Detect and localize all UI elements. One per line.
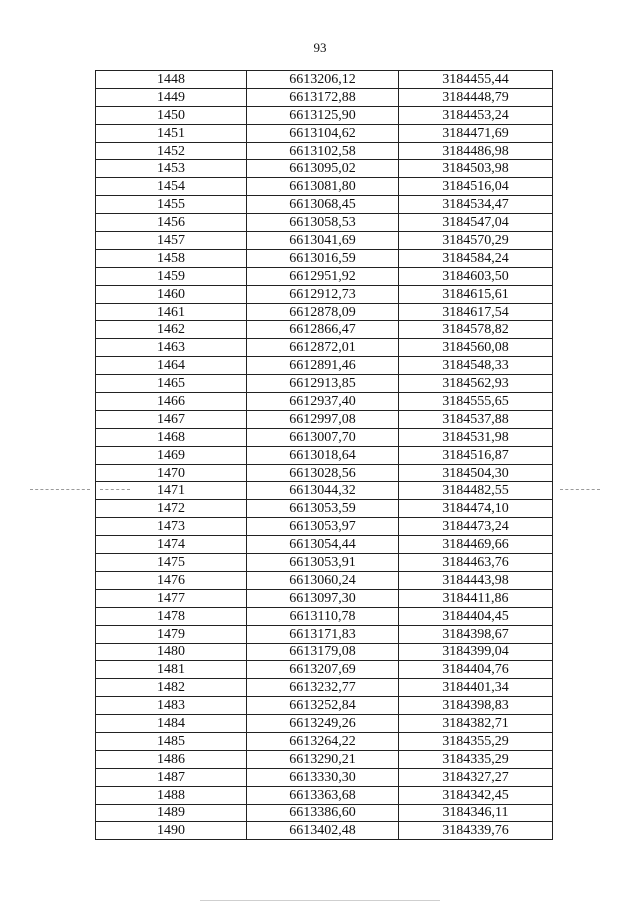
table-row xyxy=(96,571,553,589)
x-coordinate-cell: 6613290,21 xyxy=(247,750,399,768)
table-row xyxy=(96,71,553,89)
table-row xyxy=(96,214,553,232)
point-number-cell: 1462 xyxy=(96,321,247,339)
x-coordinate-cell: 6613007,70 xyxy=(247,428,399,446)
x-coordinate-cell: 6613104,62 xyxy=(247,124,399,142)
table-row xyxy=(96,661,553,679)
x-coordinate-cell: 6613058,53 xyxy=(247,214,399,232)
point-number-cell: 1482 xyxy=(96,679,247,697)
table-row xyxy=(96,518,553,536)
point-number-cell: 1467 xyxy=(96,410,247,428)
table-row xyxy=(96,482,553,500)
y-coordinate-cell: 3184463,76 xyxy=(399,554,553,572)
scan-artifact-line xyxy=(200,900,440,901)
y-coordinate-cell: 3184473,24 xyxy=(399,518,553,536)
table-row xyxy=(96,124,553,142)
point-number-cell: 1466 xyxy=(96,393,247,411)
x-coordinate-cell: 6613053,91 xyxy=(247,554,399,572)
x-coordinate-cell: 6613044,32 xyxy=(247,482,399,500)
x-coordinate-cell: 6613041,69 xyxy=(247,232,399,250)
point-number-cell: 1475 xyxy=(96,554,247,572)
table-row xyxy=(96,750,553,768)
y-coordinate-cell: 3184398,67 xyxy=(399,625,553,643)
y-coordinate-cell: 3184516,04 xyxy=(399,178,553,196)
point-number-cell: 1464 xyxy=(96,357,247,375)
x-coordinate-cell: 6613172,88 xyxy=(247,88,399,106)
y-coordinate-cell: 3184504,30 xyxy=(399,464,553,482)
table-row xyxy=(96,267,553,285)
y-coordinate-cell: 3184471,69 xyxy=(399,124,553,142)
table-row xyxy=(96,196,553,214)
table-row xyxy=(96,822,553,840)
table-row xyxy=(96,715,553,733)
point-number-cell: 1458 xyxy=(96,249,247,267)
x-coordinate-cell: 6613053,97 xyxy=(247,518,399,536)
y-coordinate-cell: 3184398,83 xyxy=(399,697,553,715)
x-coordinate-cell: 6612937,40 xyxy=(247,393,399,411)
x-coordinate-cell: 6613249,26 xyxy=(247,715,399,733)
point-number-cell: 1453 xyxy=(96,160,247,178)
table-row xyxy=(96,589,553,607)
page-number: 93 xyxy=(313,40,327,55)
coordinates-table xyxy=(95,70,553,840)
point-number-cell: 1480 xyxy=(96,643,247,661)
point-number-cell: 1454 xyxy=(96,178,247,196)
y-coordinate-cell: 3184534,47 xyxy=(399,196,553,214)
y-coordinate-cell: 3184555,65 xyxy=(399,393,553,411)
point-number-cell: 1448 xyxy=(96,71,247,89)
table-row xyxy=(96,500,553,518)
x-coordinate-cell: 6613016,59 xyxy=(247,249,399,267)
table-row xyxy=(96,786,553,804)
table-row xyxy=(96,697,553,715)
y-coordinate-cell: 3184339,76 xyxy=(399,822,553,840)
x-coordinate-cell: 6613206,12 xyxy=(247,71,399,89)
y-coordinate-cell: 3184531,98 xyxy=(399,428,553,446)
point-number-cell: 1479 xyxy=(96,625,247,643)
table-row xyxy=(96,160,553,178)
x-coordinate-cell: 6613402,48 xyxy=(247,822,399,840)
x-coordinate-cell: 6612891,46 xyxy=(247,357,399,375)
x-coordinate-cell: 6613068,45 xyxy=(247,196,399,214)
point-number-cell: 1473 xyxy=(96,518,247,536)
x-coordinate-cell: 6613028,56 xyxy=(247,464,399,482)
point-number-cell: 1460 xyxy=(96,285,247,303)
y-coordinate-cell: 3184382,71 xyxy=(399,715,553,733)
table-row xyxy=(96,732,553,750)
point-number-cell: 1463 xyxy=(96,339,247,357)
table-row xyxy=(96,249,553,267)
y-coordinate-cell: 3184486,98 xyxy=(399,142,553,160)
y-coordinate-cell: 3184342,45 xyxy=(399,786,553,804)
point-number-cell: 1449 xyxy=(96,88,247,106)
x-coordinate-cell: 6613054,44 xyxy=(247,536,399,554)
point-number-cell: 1459 xyxy=(96,267,247,285)
y-coordinate-cell: 3184570,29 xyxy=(399,232,553,250)
table-row xyxy=(96,357,553,375)
y-coordinate-cell: 3184346,11 xyxy=(399,804,553,822)
y-coordinate-cell: 3184469,66 xyxy=(399,536,553,554)
point-number-cell: 1470 xyxy=(96,464,247,482)
x-coordinate-cell: 6613110,78 xyxy=(247,607,399,625)
point-number-cell: 1452 xyxy=(96,142,247,160)
x-coordinate-cell: 6612913,85 xyxy=(247,375,399,393)
coordinates-table-body xyxy=(96,71,553,840)
y-coordinate-cell: 3184355,29 xyxy=(399,732,553,750)
table-row xyxy=(96,554,553,572)
point-number-cell: 1456 xyxy=(96,214,247,232)
table-row xyxy=(96,464,553,482)
point-number-cell: 1488 xyxy=(96,786,247,804)
point-number-cell: 1468 xyxy=(96,428,247,446)
y-coordinate-cell: 3184548,33 xyxy=(399,357,553,375)
x-coordinate-cell: 6613095,02 xyxy=(247,160,399,178)
point-number-cell: 1474 xyxy=(96,536,247,554)
y-coordinate-cell: 3184401,34 xyxy=(399,679,553,697)
x-coordinate-cell: 6613264,22 xyxy=(247,732,399,750)
y-coordinate-cell: 3184562,93 xyxy=(399,375,553,393)
point-number-cell: 1461 xyxy=(96,303,247,321)
table-row xyxy=(96,393,553,411)
y-coordinate-cell: 3184327,27 xyxy=(399,768,553,786)
y-coordinate-cell: 3184617,54 xyxy=(399,303,553,321)
y-coordinate-cell: 3184453,24 xyxy=(399,106,553,124)
table-row xyxy=(96,625,553,643)
x-coordinate-cell: 6613330,30 xyxy=(247,768,399,786)
y-coordinate-cell: 3184615,61 xyxy=(399,285,553,303)
y-coordinate-cell: 3184443,98 xyxy=(399,571,553,589)
x-coordinate-cell: 6613102,58 xyxy=(247,142,399,160)
table-row xyxy=(96,142,553,160)
x-coordinate-cell: 6613252,84 xyxy=(247,697,399,715)
table-row xyxy=(96,679,553,697)
x-coordinate-cell: 6613018,64 xyxy=(247,446,399,464)
point-number-cell: 1485 xyxy=(96,732,247,750)
x-coordinate-cell: 6612997,08 xyxy=(247,410,399,428)
table-row xyxy=(96,643,553,661)
table-row xyxy=(96,446,553,464)
y-coordinate-cell: 3184404,76 xyxy=(399,661,553,679)
point-number-cell: 1457 xyxy=(96,232,247,250)
y-coordinate-cell: 3184411,86 xyxy=(399,589,553,607)
point-number-cell: 1486 xyxy=(96,750,247,768)
y-coordinate-cell: 3184547,04 xyxy=(399,214,553,232)
point-number-cell: 1487 xyxy=(96,768,247,786)
x-coordinate-cell: 6613171,83 xyxy=(247,625,399,643)
y-coordinate-cell: 3184560,08 xyxy=(399,339,553,357)
x-coordinate-cell: 6613386,60 xyxy=(247,804,399,822)
point-number-cell: 1484 xyxy=(96,715,247,733)
x-coordinate-cell: 6612872,01 xyxy=(247,339,399,357)
y-coordinate-cell: 3184503,98 xyxy=(399,160,553,178)
scan-artifact-line xyxy=(560,489,600,490)
table-row xyxy=(96,303,553,321)
y-coordinate-cell: 3184448,79 xyxy=(399,88,553,106)
table-row xyxy=(96,178,553,196)
table-row xyxy=(96,232,553,250)
y-coordinate-cell: 3184404,45 xyxy=(399,607,553,625)
table-row xyxy=(96,804,553,822)
point-number-cell: 1469 xyxy=(96,446,247,464)
point-number-cell: 1478 xyxy=(96,607,247,625)
point-number-cell: 1477 xyxy=(96,589,247,607)
x-coordinate-cell: 6613097,30 xyxy=(247,589,399,607)
table-row xyxy=(96,410,553,428)
y-coordinate-cell: 3184537,88 xyxy=(399,410,553,428)
x-coordinate-cell: 6613232,77 xyxy=(247,679,399,697)
y-coordinate-cell: 3184335,29 xyxy=(399,750,553,768)
scan-artifact-line xyxy=(30,489,90,490)
y-coordinate-cell: 3184584,24 xyxy=(399,249,553,267)
y-coordinate-cell: 3184474,10 xyxy=(399,500,553,518)
table-row xyxy=(96,536,553,554)
point-number-cell: 1450 xyxy=(96,106,247,124)
y-coordinate-cell: 3184578,82 xyxy=(399,321,553,339)
y-coordinate-cell: 3184603,50 xyxy=(399,267,553,285)
x-coordinate-cell: 6613363,68 xyxy=(247,786,399,804)
point-number-cell: 1451 xyxy=(96,124,247,142)
table-row xyxy=(96,339,553,357)
point-number-cell: 1483 xyxy=(96,697,247,715)
y-coordinate-cell: 3184399,04 xyxy=(399,643,553,661)
x-coordinate-cell: 6612878,09 xyxy=(247,303,399,321)
table-row xyxy=(96,285,553,303)
scan-artifact-line xyxy=(100,489,130,490)
point-number-cell: 1490 xyxy=(96,822,247,840)
y-coordinate-cell: 3184455,44 xyxy=(399,71,553,89)
x-coordinate-cell: 6612951,92 xyxy=(247,267,399,285)
table-row xyxy=(96,106,553,124)
point-number-cell: 1476 xyxy=(96,571,247,589)
table-row xyxy=(96,375,553,393)
y-coordinate-cell: 3184482,55 xyxy=(399,482,553,500)
point-number-cell: 1489 xyxy=(96,804,247,822)
x-coordinate-cell: 6613060,24 xyxy=(247,571,399,589)
x-coordinate-cell: 6613081,80 xyxy=(247,178,399,196)
x-coordinate-cell: 6613207,69 xyxy=(247,661,399,679)
x-coordinate-cell: 6613179,08 xyxy=(247,643,399,661)
x-coordinate-cell: 6612912,73 xyxy=(247,285,399,303)
table-row xyxy=(96,321,553,339)
table-row xyxy=(96,88,553,106)
point-number-cell: 1481 xyxy=(96,661,247,679)
table-row xyxy=(96,768,553,786)
point-number-cell: 1472 xyxy=(96,500,247,518)
y-coordinate-cell: 3184516,87 xyxy=(399,446,553,464)
x-coordinate-cell: 6613125,90 xyxy=(247,106,399,124)
x-coordinate-cell: 6613053,59 xyxy=(247,500,399,518)
point-number-cell: 1455 xyxy=(96,196,247,214)
table-row xyxy=(96,607,553,625)
table-row xyxy=(96,428,553,446)
point-number-cell: 1471 xyxy=(96,482,247,500)
x-coordinate-cell: 6612866,47 xyxy=(247,321,399,339)
point-number-cell: 1465 xyxy=(96,375,247,393)
